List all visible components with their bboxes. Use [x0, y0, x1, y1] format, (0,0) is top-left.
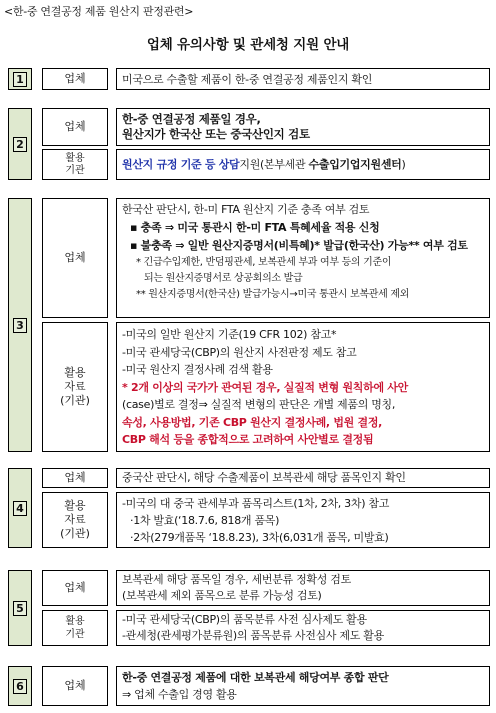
content-line: 한-중 연결공정 제품에 대한 보복관세 해당여부 종합 판단 [122, 671, 389, 684]
content-line: 속성, 사용방법, 기존 CBP 원산지 결정사례, 법원 결정, [122, 415, 383, 429]
row-content [116, 108, 490, 146]
content-line: * 2개 이상의 국가가 관여된 경우, 실질적 변형 원칙하에 사안 [122, 380, 408, 394]
row-label: 활용 기관 [42, 149, 108, 180]
section-number-1: 1 [8, 68, 32, 90]
content-line: 보복관세 해당 품목일 경우, 세번분류 정확성 검토 [122, 573, 351, 586]
content-line: CBP 해석 등을 종합적으로 고려하여 사안별로 결정됨 [122, 433, 374, 446]
content-line: ·1차 발효(‘18.7.6, 818개 품목) [130, 514, 280, 527]
content-line: -미국의 일반 원산지 기준(19 CFR 102) 참고* [122, 328, 337, 341]
content-line: (case)별로 결정⇒ 실질적 변형의 판단은 개별 제품의 명칭, [122, 398, 396, 411]
row-content [116, 468, 490, 488]
section-number-6: 6 [8, 666, 32, 706]
content-line: -미국 관세당국(CBP)의 원산지 사전판정 제도 참고 [122, 345, 357, 359]
content-line: 중국산 판단시, 해당 수출제품이 보복관세 해당 품목인지 확인 [122, 471, 406, 484]
row-label: 업체 [42, 468, 108, 488]
row-label: 업체 [42, 198, 108, 318]
content-line: ** 원산지증명서(한국산) 발급가능시→미국 통관시 보복관세 제외 [136, 289, 410, 300]
row-label: 업체 [42, 68, 108, 90]
content-line: ·2차(279개품목 ‘18.8.23), 3차(6,031개 품목, 미발효) [130, 531, 389, 544]
content-line: (보복관세 제외 품목으로 분류 가능성 검토) [122, 589, 322, 602]
content-line: -미국 관세당국(CBP)의 품목분류 사전 심사제도 활용 [122, 613, 367, 626]
content-line: ▪ 불충족 ⇒ 일반 원산지증명서(비특혜)* 발급(한국산) 가능** 여부 검토 [130, 239, 468, 252]
row-label: 활용 자료 (기관) [42, 322, 108, 452]
content-line: 원산지가 한국산 또는 중국산인지 검토 [122, 127, 310, 141]
content-text: 지원(본부세관 [239, 158, 309, 171]
section-number-5: 5 [8, 570, 32, 646]
section-number-2: 2 [8, 108, 32, 180]
row-content [116, 570, 490, 606]
row-content [116, 68, 490, 90]
row-content [116, 666, 490, 706]
content-line: 한국산 판단시, 한-미 FTA 원산지 기준 충족 여부 검토 [122, 203, 370, 216]
content-line: * 긴급수입제한, 반덤핑관세, 보복관세 부과 여부 등의 기준이 [136, 257, 392, 268]
header-label: <한-중 연결공정 제품 원산지 판정관련> [4, 5, 194, 18]
highlight-text: 원산지 규정 기준 등 상담 [122, 158, 240, 171]
content-text: ) [401, 158, 406, 171]
row-label: 활용 자료 (기관) [42, 492, 108, 548]
section-number-4: 4 [8, 468, 32, 548]
row-content [116, 610, 490, 646]
section-number-3: 3 [8, 198, 32, 452]
row-label: 업체 [42, 108, 108, 146]
content-line: ⇒ 업체 수출입 경영 활용 [122, 688, 237, 701]
row-content [116, 492, 490, 548]
row-content [116, 322, 490, 452]
content-line: 되는 원산지증명서로 상공회의소 발급 [144, 273, 303, 284]
page-title: 업체 유의사항 및 관세청 지원 안내 [146, 37, 350, 53]
highlight-text: 수출입기업지원센터 [308, 158, 402, 171]
content-line: -관세청(관세평가분류원)의 품목분류 사전심사 제도 활용 [122, 629, 384, 642]
row-label: 업체 [42, 570, 108, 606]
content-line: -미국의 대 중국 관세부과 품목리스트(1차, 2차, 3차) 참고 [122, 497, 390, 510]
content-line: 한-중 연결공정 제품일 경우, [122, 112, 261, 126]
row-content [116, 198, 490, 318]
content-line: 미국으로 수출할 제품이 한-중 연결공정 제품인지 확인 [122, 73, 373, 86]
row-label: 활용 기관 [42, 610, 108, 646]
row-label: 업체 [42, 666, 108, 706]
row-content [116, 149, 490, 180]
content-line: ▪ 충족 ⇒ 미국 통관시 한-미 FTA 특혜세율 적용 신청 [130, 221, 380, 234]
content-line: -미국 원산지 결정사례 검색 활용 [122, 363, 273, 376]
